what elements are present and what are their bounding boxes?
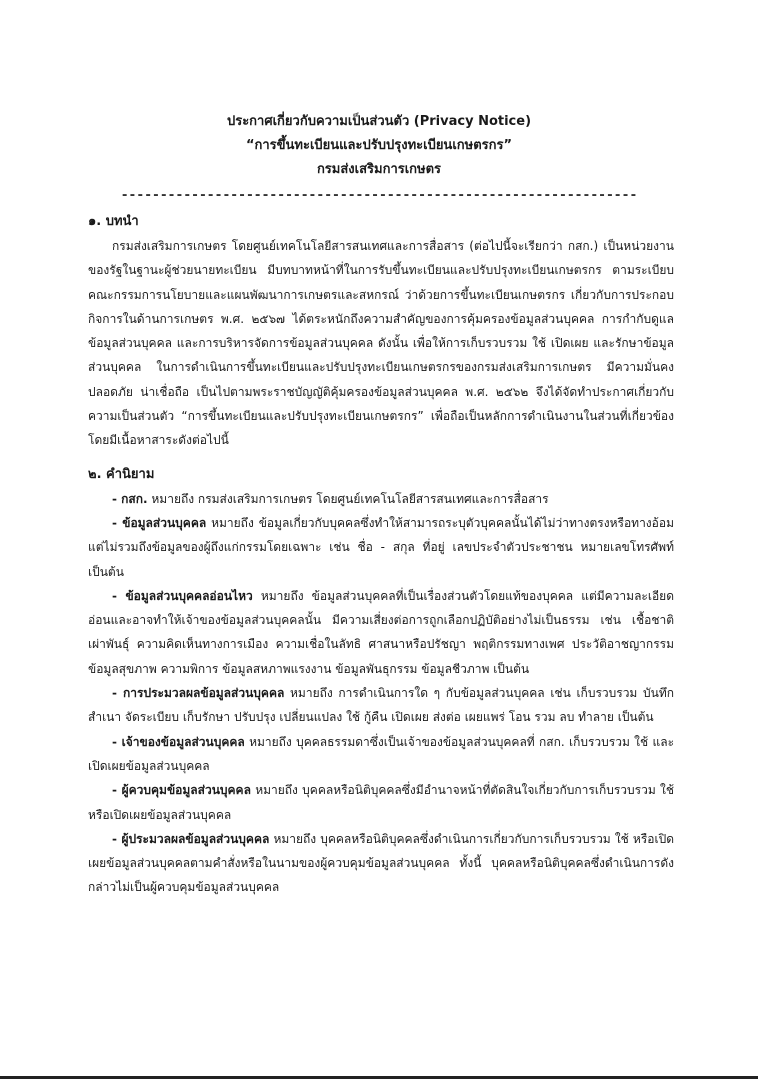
section-heading: ๑. บทนำ — [88, 214, 139, 229]
definition-item — [88, 681, 674, 730]
definition-item — [88, 511, 674, 584]
definition-term: - การประมวลผลข้อมูลส่วนบุคคล — [112, 686, 285, 701]
definition-item — [88, 827, 674, 900]
definition-term: - เจ้าของข้อมูลส่วนบุคคล — [112, 734, 245, 749]
definition-text: หมายถึง ข้อมูลส่วนบุคคลที่เป็นเรื่องส่วนตัวโดยแท้ของบุคคล แต่มีความละเอียดอ่อนและอาจทำให้เจ้าของข้อมูลส่วนบุคคลนั้น มีความเสี่ยงต่อการถูกเลือกปฏิบัติอย่างไม่เป็นธรรม เช่น เชื้อชาติ เผ่าพันธุ์ ความคิดเห็นทางการเมือง ความเชื่อในลัทธิ ศาสนาหรือปรัชญา พฤติกรรมทางเพศ ประวัติอาชญากรรม ข้อมูลสุขภาพ ความพิการ ข้อมูลสหภาพแรงงาน ข้อมูลพันธุกรรม ข้อมูลชีวภาพ เป็นต้น — [88, 588, 674, 676]
separator-rule: ------------------------------------------------------------------ — [120, 188, 638, 203]
section-heading: ๒. คำนิยาม — [88, 466, 155, 482]
document-header — [0, 110, 758, 208]
definition-term: - ข้อมูลส่วนบุคคล — [112, 515, 207, 530]
document-title: ประกาศเกี่ยวกับความเป็นส่วนตัว (Privacy Notice) — [226, 114, 532, 129]
document-body — [88, 210, 674, 900]
definition-term: - ผู้ควบคุมข้อมูลส่วนบุคคล — [112, 783, 251, 798]
definition-item — [88, 584, 674, 681]
document-subtitle: “การขึ้นทะเบียนและปรับปรุงทะเบียนเกษตรกร” — [245, 138, 513, 153]
intro-paragraph: กรมส่งเสริมการเกษตร โดยศูนย์เทคโนโลยีสารสนเทศและการสื่อสาร (ต่อไปนี้จะเรียกว่า กสก.) เป็นหน่วยงานของรัฐในฐานะผู้ช่วยนายทะเบียน มีบทบาทหน้าที่ในการรับขึ้นทะเบียนและปรับปรุงทะเบียนเกษตรกร ตามระเบียบคณะกรรมการนโยบายและแผนพัฒนาการเกษตรและสหกรณ์ ว่าด้วยการขึ้นทะเบียนเกษตรกร เกี่ยวกับการประกอบกิจการในด้านการเกษตร พ.ศ. ๒๕๖๗ ได้ตระหนักถึงความสำคัญของการคุ้มครองข้อมูลส่วนบุคคล การกำกับดูแลข้อมูลส่วนบุคคล และการบริหารจัดการข้อมูลส่วนบุคคล ดังนั้น เพื่อให้การเก็บรวบรวม ใช้ เปิดเผย และรักษาข้อมูลส่วนบุคคล ในการดำเนินการขึ้นทะเบียนและปรับปรุงทะเบียนเกษตรกรของกรมส่งเสริมการเกษตร มีความมั่นคง ปลอดภัย น่าเชื่อถือ เป็นไปตามพระราชบัญญัติคุ้มครองข้อมูลส่วนบุคคล พ.ศ. ๒๕๖๒ จึงได้จัดทำประกาศเกี่ยวกับความเป็นส่วนตัว “การขึ้นทะเบียนและปรับปรุงทะเบียนเกษตรกร” เพื่อถือเป็นหลักการดำเนินงานในส่วนที่เกี่ยวข้อง โดยมีเนื้อหาสาระดังต่อไปนี้ — [88, 239, 674, 448]
definition-term: - ผู้ประมวลผลข้อมูลส่วนบุคคล — [112, 831, 270, 846]
definition-item — [88, 730, 674, 779]
definition-item — [88, 778, 674, 827]
agency-name: กรมส่งเสริมการเกษตร — [316, 162, 442, 177]
definition-term: - กสก. — [112, 491, 148, 506]
section-gap — [88, 453, 674, 463]
definition-text: หมายถึง การดำเนินการใด ๆ กับข้อมูลส่วนบุคคล เช่น เก็บรวบรวม บันทึก สำเนา จัดระเบียบ เก็บรักษา ปรับปรุง เปลี่ยนแปลง ใช้ กู้คืน เปิดเผย ส่งต่อ เผยแพร่ โอน รวม ลบ ทำลาย เป็นต้น — [88, 686, 675, 725]
definition-text: หมายถึง ข้อมูลเกี่ยวกับบุคคลซึ่งทำให้สามารถระบุตัวบุคคลนั้นได้ไม่ว่าทางตรงหรือทางอ้อม แต่ไม่รวมถึงข้อมูลของผู้ถึงแก่กรรมโดยเฉพาะ เช่น ชื่อ - สกุล ที่อยู่ เลขประจำตัวประชาชน หมายเลขโทรศัพท์ เป็นต้น — [88, 515, 674, 579]
definition-item — [88, 487, 674, 511]
definition-text: หมายถึง กรมส่งเสริมการเกษตร โดยศูนย์เทคโนโลยีสารสนเทศและการสื่อสาร — [147, 491, 549, 506]
definition-text: หมายถึง บุคคลหรือนิติบุคคลซึ่งดำเนินการเกี่ยวกับการเก็บรวบรวม ใช้ หรือเปิดเผยข้อมูลส่วนบุคคลตามคำสั่งหรือในนามของผู้ควบคุมข้อมูลส่วนบุคคล ทั้งนี้ บุคคลหรือนิติบุคคลซึ่งดำเนินการดังกล่าวไม่เป็นผู้ควบคุมข้อมูลส่วนบุคคล — [88, 831, 674, 895]
definition-term: - ข้อมูลส่วนบุคคลอ่อนไหว — [112, 588, 253, 603]
definition-text: หมายถึง บุคคลหรือนิติบุคคลซึ่งมีอำนาจหน้าที่ตัดสินใจเกี่ยวกับการเก็บรวบรวม ใช้ หรือเปิดเผยข้อมูลส่วนบุคคล — [88, 783, 675, 822]
definition-text: หมายถึง บุคคลธรรมดาซึ่งเป็นเจ้าของข้อมูลส่วนบุคคลที่ กสก. เก็บรวบรวม ใช้ และเปิดเผยข้อมูลส่วนบุคคล — [88, 734, 675, 773]
